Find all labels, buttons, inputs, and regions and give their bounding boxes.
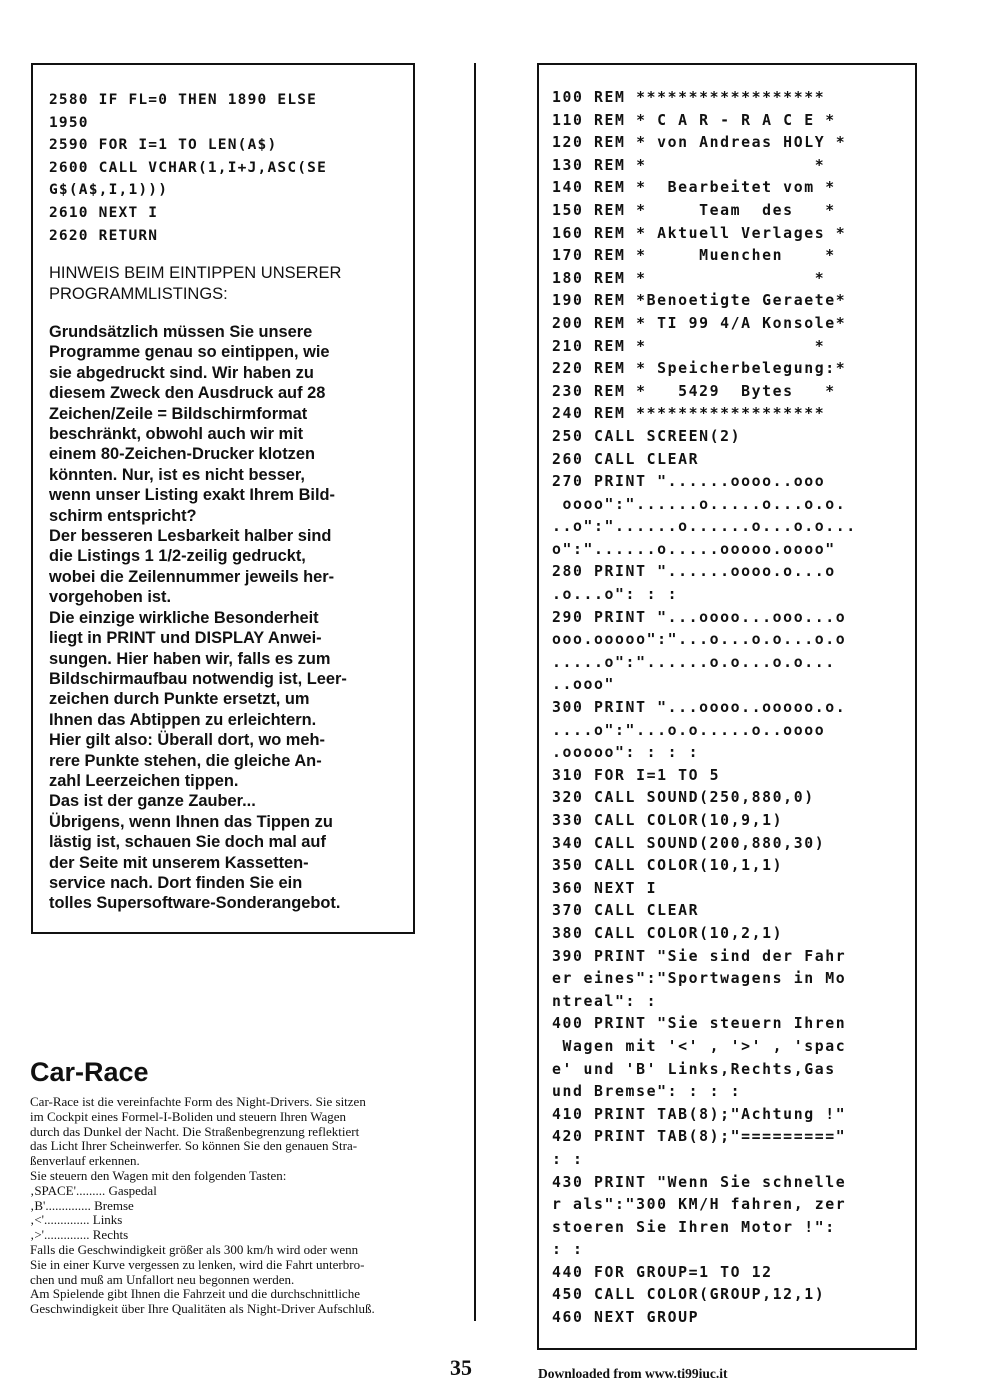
listing-box-left bbox=[31, 63, 415, 934]
code-listing-right: 100 REM ****************** 110 REM * C A R - R A C E * 120 REM * von Andreas HOLY * 130 REM * * 140 REM * Bearbeitet vom * 150 REM * Team des * 160 REM * Aktuell Verlages * 170 REM * Muenchen * 180 REM * * 190 REM *Benoetigte Geraete* 200 REM * TI 99 4/A Konsole* 210 REM * * 220 REM * Speicherbelegung:* 230 REM * 5429 Bytes * 240 REM ****************** 250 CALL SCREEN(2) 260 CALL CLEAR 270 PRINT "......oooo..ooo oooo":"......o.....o...o.o. ..o":"......o......o...o.o... o":"......o.....ooooo.oooo" 280 PRINT "......oooo.o...o .o...o": : : 290 PRINT "...oooo...ooo...o ooo.ooooo":"...o...o.o...o.o .....o":"......o.o...o.o... ..ooo" 300 PRINT "...oooo..ooooo.o. ....o":"...o.o.....o..oooo .ooooo": : : : 310 FOR I=1 TO 5 320 CALL SOUND(250,880,0) 330 CALL COLOR(10,9,1) 340 CALL SOUND(200,880,30) 350 CALL COLOR(10,1,1) 360 NEXT I 370 CALL CLEAR 380 CALL COLOR(10,2,1) 390 PRINT "Sie sind der Fahr er eines":"Sportwagens in Mo ntreal": : 400 PRINT "Sie steuern Ihren Wagen mit '<' , '>' , 'spac e' und 'B' Links,Rechts,Gas und Bremse": : : : 410 PRINT TAB(8);"Achtung !" 420 PRINT TAB(8);"=========" : : 430 PRINT "Wenn Sie schnelle r als":"300 KM/H fahren, zer stoeren Sie Ihren Motor !": : : 440 FOR GROUP=1 TO 12 450 CALL COLOR(GROUP,12,1) 460 NEXT GROUP bbox=[552, 89, 857, 1327]
hint-heading: HINWEIS BEIM EINTIPPEN UNSERER PROGRAMMLISTINGS: bbox=[49, 264, 342, 303]
code-listing-left: 2580 IF FL=0 THEN 1890 ELSE 1950 2590 FOR I=1 TO LEN(A$) 2600 CALL VCHAR(1,I+J,ASC(SE G$(A$,I,1))) 2610 NEXT I 2620 RETURN bbox=[49, 92, 328, 244]
page-number: 35 bbox=[450, 1355, 472, 1380]
article-text: Car-Race ist die vereinfachte Form des Night-Drivers. Sie sitzen im Cockpit eines Formel-I-Boliden und steuern Ihren Wagen durch das Dunkel der Nacht. Die Straßenbegrenzung reflektiert das Licht Ihrer Scheinwerfer. So können Sie den genauen Stra- ßenverlauf erkennen. Sie steuern den Wagen mit den folgenden Tasten: ‚SPACE'......... Gaspedal ‚B'.............. Bremse ‚<'.............. Links ‚>'.............. Rechts Falls die Geschwindigkeit größer als 300 km/h wird oder wenn Sie in einer Kurve vergessen zu lenken, wird die Fahrt unterbro- chen und muß am Unfallort neu begonnen werden. Am Spielende gibt Ihnen die Fahrzeit und die durchschnittliche Geschwindigkeit über Ihre Qualitäten als Night-Driver Aufschluß. bbox=[30, 1094, 375, 1317]
hint-text: Grundsätzlich müssen Sie unsere Programme genau so eintippen, wie sie abgedruckt sind. Wir haben zu diesem Zweck den Ausdruck auf 28 Zeichen/Zeile = Bildschirmformat beschränkt, obwohl auch wir mit einem 80-Zeichen-Drucker klotzen könnten. Nur, ist es nicht besser, wenn unser Listing exakt Ihrem Bild- schirm entspricht? Der besseren Lesbarkeit halber sind die Listings 1 1/2-zeilig gedruckt, wobei die Zeilennummer jeweils her- vorgehoben ist. Die einzige wirkliche Besonderheit liegt in PRINT und DISPLAY Anwei- sungen. Hier haben wir, falls es zum Bildschirmaufbau notwendig ist, Leer- zeichen durch Punkte ersetzt, um Ihnen das Abtippen zu erleichtern. Hier gilt also: Überall dort, wo meh- rere Punkte stehen, die gleiche An- zahl Leerzeichen tippen. Das ist der ganze Zauber... Übrigens, wenn Ihnen das Tippen zu lästig ist, schauen Sie doch mal auf der Seite mit unserem Kassetten- service nach. Dort finden Sie ein tolles Supersoftware-Sonderangebot. bbox=[49, 323, 347, 913]
download-note: Downloaded from www.ti99iuc.it bbox=[538, 1366, 728, 1381]
listing-box-right bbox=[537, 63, 917, 1350]
column-divider bbox=[474, 63, 476, 1321]
article-title: Car-Race bbox=[30, 1057, 149, 1087]
